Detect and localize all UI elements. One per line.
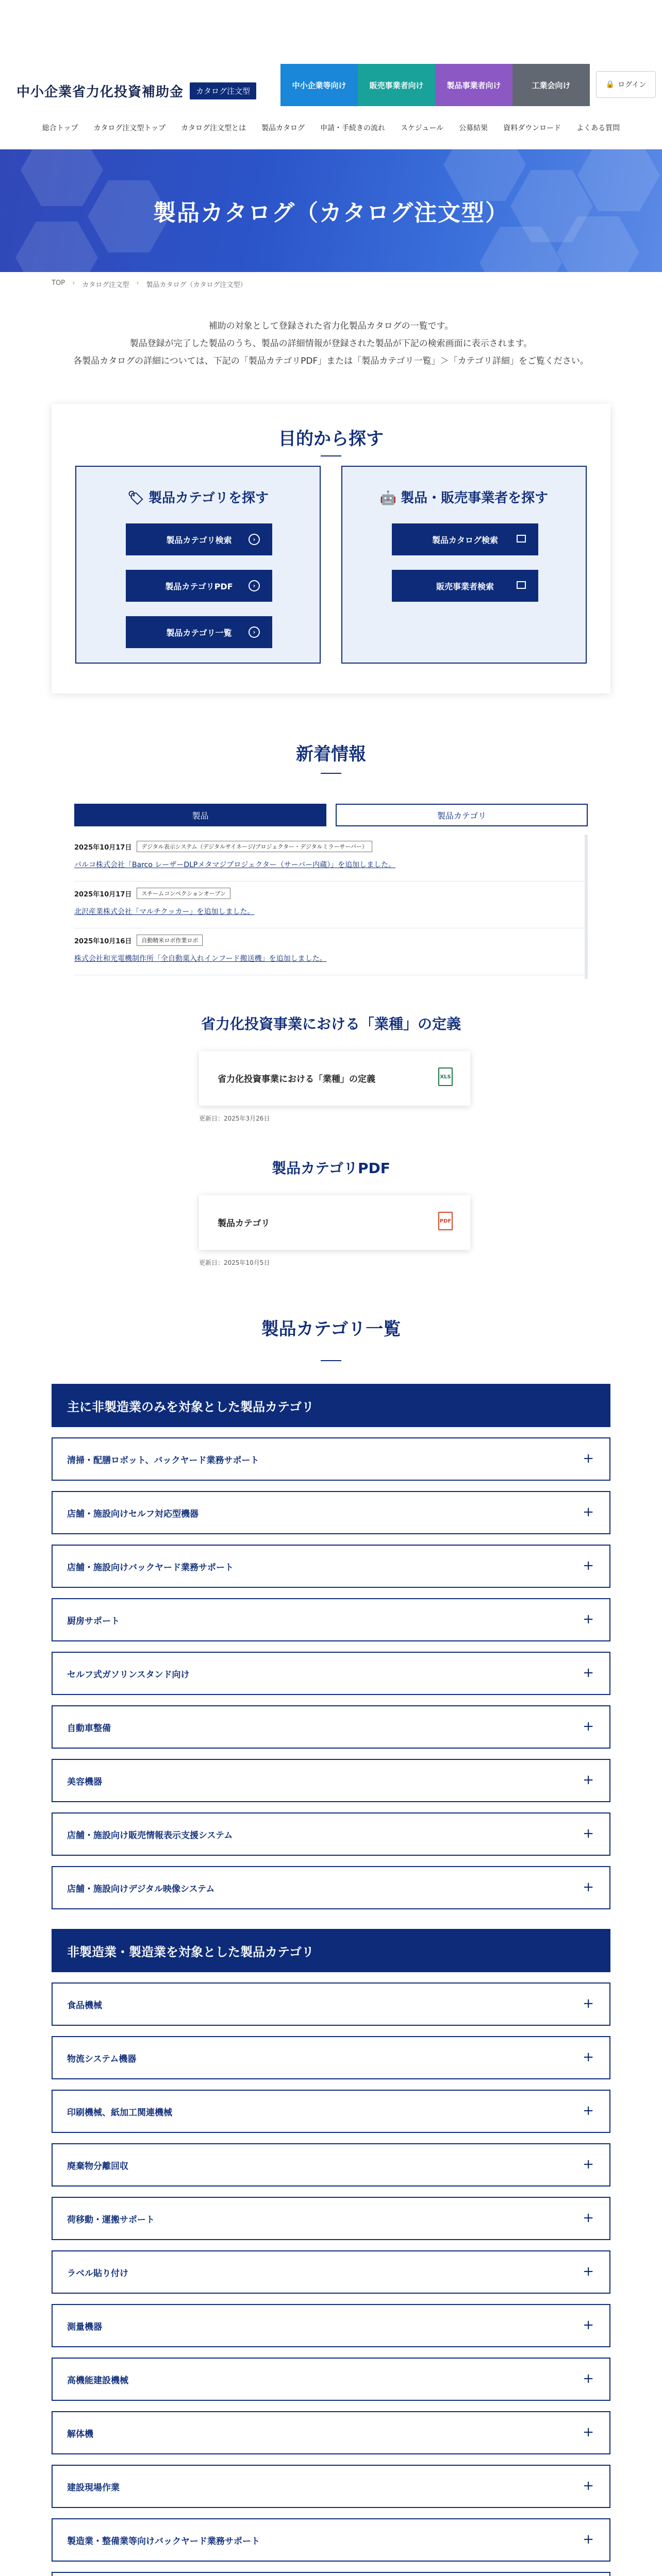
category-group-heading: 非製造業・製造業を対象とした製品カテゴリ bbox=[52, 1929, 610, 1972]
category-accordion-item[interactable] bbox=[52, 2143, 610, 2187]
plus-icon: + bbox=[583, 1665, 594, 1681]
news-item bbox=[74, 835, 585, 882]
plus-icon: + bbox=[583, 1996, 594, 2011]
intro-line: 製品登録が完了した製品のうち、製品の詳細情報が登録された製品が下記の検索画面に表示されます。 bbox=[129, 338, 533, 349]
tab-manufacturer[interactable]: 製品事業者向け bbox=[435, 64, 512, 106]
category-label: セルフ式ガソリンスタンド向け bbox=[67, 1669, 190, 1680]
robot-icon: 🤖 bbox=[379, 490, 397, 506]
intro-line: 各製品カタログの詳細については、下記の「製品カテゴリPDF」または「製品カテゴリ一覧」＞「カテゴリ詳細」をご覧ください。 bbox=[73, 356, 589, 366]
category-label: ラベル貼り付け bbox=[67, 2268, 128, 2279]
nav-item[interactable]: 総合トップ bbox=[42, 124, 78, 132]
plus-icon: + bbox=[583, 2371, 594, 2386]
news-tag: デジタル表示システム（デジタルサイネージ/プロジェクター・デジタルミラーサーバー） bbox=[137, 841, 372, 852]
nav-item[interactable]: カタログ注文型トップ bbox=[93, 124, 166, 132]
chevron-right-icon: › bbox=[249, 534, 260, 545]
category-label: 測量機器 bbox=[67, 2321, 102, 2332]
nav-item[interactable]: 公募結果 bbox=[459, 124, 488, 132]
category-accordion-item[interactable] bbox=[52, 1812, 610, 1856]
category-label: 印刷機械、紙加工関連機械 bbox=[67, 2107, 172, 2118]
category-label: 厨房サポート bbox=[67, 1616, 120, 1626]
category-accordion-item[interactable] bbox=[52, 1437, 610, 1481]
nav-item[interactable]: 製品カタログ bbox=[261, 124, 305, 132]
category-accordion-item[interactable] bbox=[52, 1598, 610, 1641]
nav-item[interactable]: スケジュール bbox=[401, 124, 444, 132]
product-catalog-search-button[interactable]: 製品カタログ検索 bbox=[392, 523, 538, 555]
intro-text bbox=[0, 317, 662, 370]
category-accordion-item[interactable] bbox=[52, 2411, 610, 2454]
audience-tabs bbox=[280, 64, 662, 106]
category-label: 高機能建設機械 bbox=[67, 2375, 128, 2386]
login-label: ログイン bbox=[618, 81, 647, 89]
category-label: 清掃・配膳ロボット、バックヤード業務サポート bbox=[67, 1455, 259, 1466]
category-accordion-item[interactable] bbox=[52, 2250, 610, 2294]
breadcrumb-item[interactable]: TOP bbox=[52, 279, 65, 287]
news-item bbox=[74, 928, 585, 975]
news-tabs bbox=[74, 804, 588, 826]
category-accordion-item[interactable] bbox=[52, 2572, 610, 2576]
plus-icon: + bbox=[583, 2532, 594, 2547]
news-tag: 自動精米ロボ作業ロボ bbox=[137, 935, 203, 946]
news-date: 2025年10月17日 bbox=[74, 890, 132, 899]
news-date: 2025年10月17日 bbox=[74, 843, 132, 852]
divider bbox=[321, 1360, 341, 1361]
category-label: 廃棄物分離回収 bbox=[67, 2161, 128, 2172]
chevron-right-icon: › bbox=[249, 626, 260, 638]
intro-line: 補助の対象として登録された省力化製品カタログの一覧です。 bbox=[208, 321, 454, 331]
category-accordion-item[interactable] bbox=[52, 1491, 610, 1534]
site-title: 中小企業省力化投資補助金 bbox=[16, 84, 184, 100]
site-badge: カタログ注文型 bbox=[190, 82, 256, 99]
plus-icon: + bbox=[583, 2210, 594, 2226]
chevron-right-icon: › bbox=[136, 279, 139, 287]
category-label: 店舗・施設向けセルフ対応型機器 bbox=[67, 1509, 198, 1519]
category-list-title: 製品カテゴリ一覧 bbox=[261, 1319, 401, 1340]
category-accordion-item[interactable] bbox=[52, 1545, 610, 1588]
category-accordion-item[interactable] bbox=[52, 2036, 610, 2079]
category-accordion-item[interactable] bbox=[52, 2518, 610, 2562]
plus-icon: + bbox=[583, 2103, 594, 2119]
nav-item[interactable]: 申請・手続きの流れ bbox=[320, 124, 385, 132]
main-nav bbox=[0, 123, 662, 133]
category-label: 物流システム機器 bbox=[67, 2054, 137, 2064]
category-label: 建設現場作業 bbox=[67, 2482, 120, 2493]
doc-updated: 更新日：2025年3月26日 bbox=[199, 1115, 270, 1122]
plus-icon: + bbox=[583, 2049, 594, 2065]
plus-icon: + bbox=[583, 1826, 594, 1841]
site-header bbox=[0, 0, 662, 149]
category-label: 自動車整備 bbox=[67, 1723, 111, 1734]
dealer-search-button[interactable]: 販売事業者検索 bbox=[392, 570, 538, 602]
category-label: 食品機械 bbox=[67, 2000, 102, 2011]
category-search-title: 🏷 製品カテゴリを探す bbox=[127, 490, 269, 506]
plus-icon: + bbox=[583, 1504, 594, 1520]
tab-sme[interactable]: 中小企業等向け bbox=[280, 64, 358, 106]
category-label: 店舗・施設向けデジタル映像システム bbox=[67, 1884, 215, 1894]
divider bbox=[321, 773, 341, 774]
plus-icon: + bbox=[583, 2425, 594, 2440]
breadcrumb bbox=[52, 279, 246, 289]
page-title: 製品カタログ（カタログ注文型） bbox=[153, 200, 509, 226]
industry-definition-link[interactable] bbox=[199, 1051, 470, 1106]
category-label: 店舗・施設向けバックヤード業務サポート bbox=[67, 1562, 234, 1573]
news-tag: スチームコンベクションオーブン bbox=[137, 888, 230, 899]
tab-association[interactable]: 工業会向け bbox=[512, 64, 590, 106]
tag-icon: 🏷 bbox=[127, 490, 145, 506]
category-accordion-item[interactable] bbox=[52, 1652, 610, 1695]
external-link-icon bbox=[517, 535, 526, 543]
chevron-right-icon: › bbox=[249, 580, 260, 591]
news-title: 新着情報 bbox=[296, 744, 366, 765]
category-accordion-item[interactable] bbox=[52, 1705, 610, 1749]
external-link-icon bbox=[517, 581, 526, 589]
category-accordion-item[interactable] bbox=[52, 2358, 610, 2401]
doc-label: 省力化投資事業における「業種」の定義 bbox=[218, 1074, 375, 1084]
category-accordion-item[interactable] bbox=[52, 2465, 610, 2508]
category-label: 解体機 bbox=[67, 2429, 93, 2439]
nav-item[interactable]: よくある質問 bbox=[576, 124, 620, 132]
nav-item[interactable]: カタログ注文型とは bbox=[181, 124, 246, 132]
plus-icon: + bbox=[583, 1451, 594, 1466]
login-button[interactable] bbox=[596, 71, 656, 98]
category-accordion-item[interactable] bbox=[52, 2197, 610, 2240]
plus-icon: + bbox=[583, 1879, 594, 1895]
category-label: 店舗・施設向け販売情報表示支援システム bbox=[67, 1830, 233, 1841]
plus-icon: + bbox=[583, 1558, 594, 1573]
purpose-search-panel bbox=[52, 404, 610, 693]
category-group-heading: 主に非製造業のみを対象とした製品カテゴリ bbox=[52, 1384, 610, 1427]
breadcrumb-current: 製品カタログ（カタログ注文型） bbox=[146, 281, 247, 289]
news-link[interactable]: 株式会社和光電機制作所「全自動菓入れインフード搬送機」を追加しました。 bbox=[74, 955, 327, 963]
news-link[interactable]: 北沢産業株式会社「マルチクッカー」を追加しました。 bbox=[74, 908, 255, 916]
pdf-file-icon: PDF bbox=[438, 1212, 453, 1230]
plus-icon: + bbox=[583, 1772, 594, 1788]
category-label: 製造業・整備業等向けバックヤード業務サポート bbox=[67, 2536, 260, 2547]
category-label: 美容機器 bbox=[67, 1776, 102, 1787]
tab-dealer[interactable]: 販売事業者向け bbox=[358, 64, 435, 106]
category-accordion-item[interactable] bbox=[52, 2304, 610, 2347]
breadcrumb-item[interactable]: カタログ注文型 bbox=[82, 281, 129, 289]
category-pdf-link[interactable] bbox=[199, 1195, 470, 1250]
category-label: 荷移動・運搬サポート bbox=[67, 2214, 155, 2225]
doc-label: 製品カテゴリ bbox=[218, 1218, 270, 1229]
category-accordion-item[interactable] bbox=[52, 2090, 610, 2133]
news-tab-products[interactable]: 製品 bbox=[74, 804, 326, 826]
news-tab-categories[interactable]: 製品カテゴリ bbox=[336, 804, 588, 826]
plus-icon: + bbox=[583, 2478, 594, 2494]
category-search-button[interactable]: 製品カテゴリ検索 › bbox=[126, 523, 272, 555]
hero-banner bbox=[0, 149, 662, 272]
plus-icon: + bbox=[583, 2264, 594, 2279]
purpose-title: 目的から探す bbox=[52, 425, 610, 450]
doc-updated: 更新日：2025年10月5日 bbox=[199, 1259, 270, 1266]
news-list[interactable] bbox=[74, 835, 588, 979]
category-accordion-item[interactable] bbox=[52, 1982, 610, 2026]
plus-icon: + bbox=[583, 1612, 594, 1627]
nav-item[interactable]: 資料ダウンロード bbox=[503, 124, 561, 132]
product-search-card bbox=[341, 466, 587, 664]
news-date: 2025年10月16日 bbox=[74, 937, 132, 945]
site-logo[interactable] bbox=[16, 81, 256, 100]
category-accordion-item[interactable] bbox=[52, 1866, 610, 1909]
category-pdf-title: 製品カテゴリPDF bbox=[272, 1160, 390, 1177]
news-link[interactable]: パルコ株式会社「Barco レーザーDLPメタマジプロジェクター（サーバー内蔵）」を追加しました。 bbox=[74, 861, 396, 869]
category-list-button[interactable]: 製品カテゴリ一覧 › bbox=[126, 616, 272, 648]
plus-icon: + bbox=[583, 1719, 594, 1734]
plus-icon: + bbox=[583, 2157, 594, 2172]
category-pdf-button[interactable]: 製品カテゴリPDF › bbox=[126, 570, 272, 602]
news-item bbox=[74, 882, 585, 928]
chevron-right-icon: › bbox=[72, 279, 75, 287]
excel-file-icon: XLS bbox=[438, 1067, 453, 1086]
plus-icon: + bbox=[583, 2317, 594, 2333]
lock-icon: 🔒 bbox=[605, 80, 615, 89]
industry-definition-title: 省力化投資事業における「業種」の定義 bbox=[201, 1015, 461, 1032]
category-search-card bbox=[75, 466, 321, 664]
category-accordion-item[interactable] bbox=[52, 1759, 610, 1802]
product-search-title: 🤖 製品・販売事業者を探す bbox=[379, 490, 549, 506]
